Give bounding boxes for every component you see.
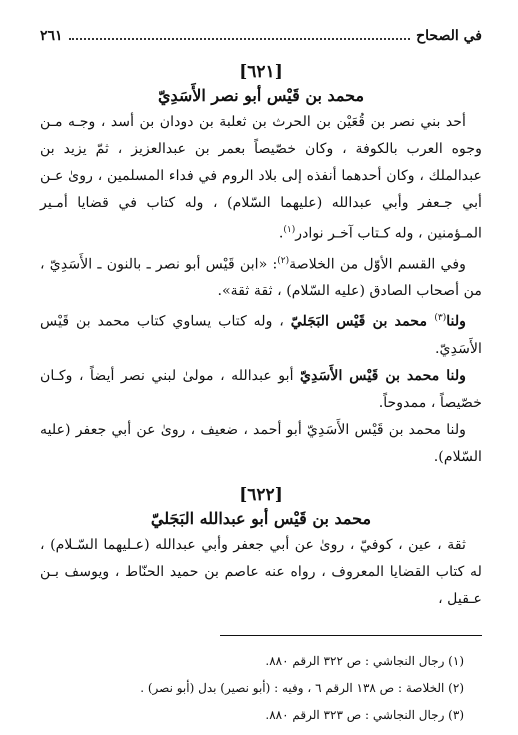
entry-number: [٦٢٢] bbox=[239, 485, 283, 506]
paragraph bbox=[40, 363, 482, 417]
paragraph-text-bold: ولنا bbox=[446, 314, 466, 331]
page-number: ٢٦١ bbox=[40, 28, 63, 44]
footnotes bbox=[40, 648, 482, 729]
header-dot-leader bbox=[69, 38, 411, 40]
paragraph-text: ولنا محمد بن قَيْس الأَسَدِيّ أبو أحمد ، ضعيف ، روىٰ عن أبي جعفر (عليه السّلام). bbox=[40, 422, 482, 466]
entry-title: محمد بن قَيْس أبو نصر الأَسَدِيّ bbox=[157, 86, 365, 105]
footnote: (١) رجال النجاشي : ص ٣٢٢ الرقم ٨٨٠. bbox=[265, 654, 464, 669]
footnote-ref: (٢) bbox=[277, 255, 290, 266]
running-header-title: في الصحاح bbox=[416, 28, 482, 44]
footnote-ref: (٣) bbox=[434, 313, 447, 324]
paragraph bbox=[40, 417, 482, 471]
footnote: (٣) رجال النجاشي : ص ٣٢٣ الرقم ٨٨٠. bbox=[265, 708, 464, 723]
footnote-separator bbox=[220, 635, 482, 636]
paragraph-text: . bbox=[278, 225, 284, 242]
paragraph-text-bold: محمد بن قَيْس البَجَليّ bbox=[290, 314, 435, 331]
paragraph-text: أبو عبدالله ، مولىٰ لبني نصر أيضاً ، وكـان خصّيصاً ، ممدوحاً. bbox=[40, 368, 482, 412]
paragraph bbox=[40, 305, 482, 363]
paragraph-text-bold: ولنا محمد بن قَيْس الأَسَدِيّ bbox=[299, 368, 466, 385]
paragraph-text: ، وله كتاب يساوي كتاب محمد بن قَيْس الأَسَدِيّ. bbox=[40, 314, 482, 358]
entry-title: محمد بن قَيْس أبو عبدالله البَجَليّ bbox=[150, 509, 372, 529]
running-header bbox=[40, 28, 482, 48]
paragraph bbox=[40, 109, 482, 248]
paragraph-text: أحد بني نصر بن قُعَيْن بن الحرث بن ثعلبة بن دودان بن أسد ، وجـه مـن وجوه العرب بالكوفة ، وكان خصّيصاً بعمر بن عبدالعزيز ، ثمّ يزيد بن عبدالملك ، وكان أحدهما أنفذه إلى بلاد الروم في فداء المسلمين ، روىٰ عـن أبي جـعفر وأبي عبدالله (عليهما السّلام) ، وله كتاب في قضايا أمـير المـؤمنين ، وله كـتاب آخـر نوادر bbox=[40, 114, 482, 242]
paragraph bbox=[40, 532, 482, 613]
paragraph-text: : «ابن قَيْس أبو نصر ـ بالنون ـ الأَسَدِيّ ، من أصحاب الصادق (عليه السّلام) ، ثقة ثقة». bbox=[40, 256, 482, 300]
footnote-ref: (١) bbox=[283, 225, 296, 235]
entry-number: [٦٢١] bbox=[239, 62, 283, 82]
paragraph-text: وفي القسم الأوّل من الخلاصة bbox=[289, 256, 466, 273]
paragraph bbox=[40, 248, 482, 306]
footnote: (٢) الخلاصة : ص ١٣٨ الرقم ٦ ، وفيه : (أبو نصير) بدل (أبو نصر) . bbox=[140, 681, 464, 696]
paragraph-text: ثقة ، عين ، كوفيّ ، روىٰ عن أبي جعفر وأبي عبدالله (عـليهما السّـلام) ، له كتاب القضايا المعروف ، رواه عنه عاصم بن حميد الحنّاط ، ويوسف بـن عـقيل ، bbox=[40, 537, 482, 608]
